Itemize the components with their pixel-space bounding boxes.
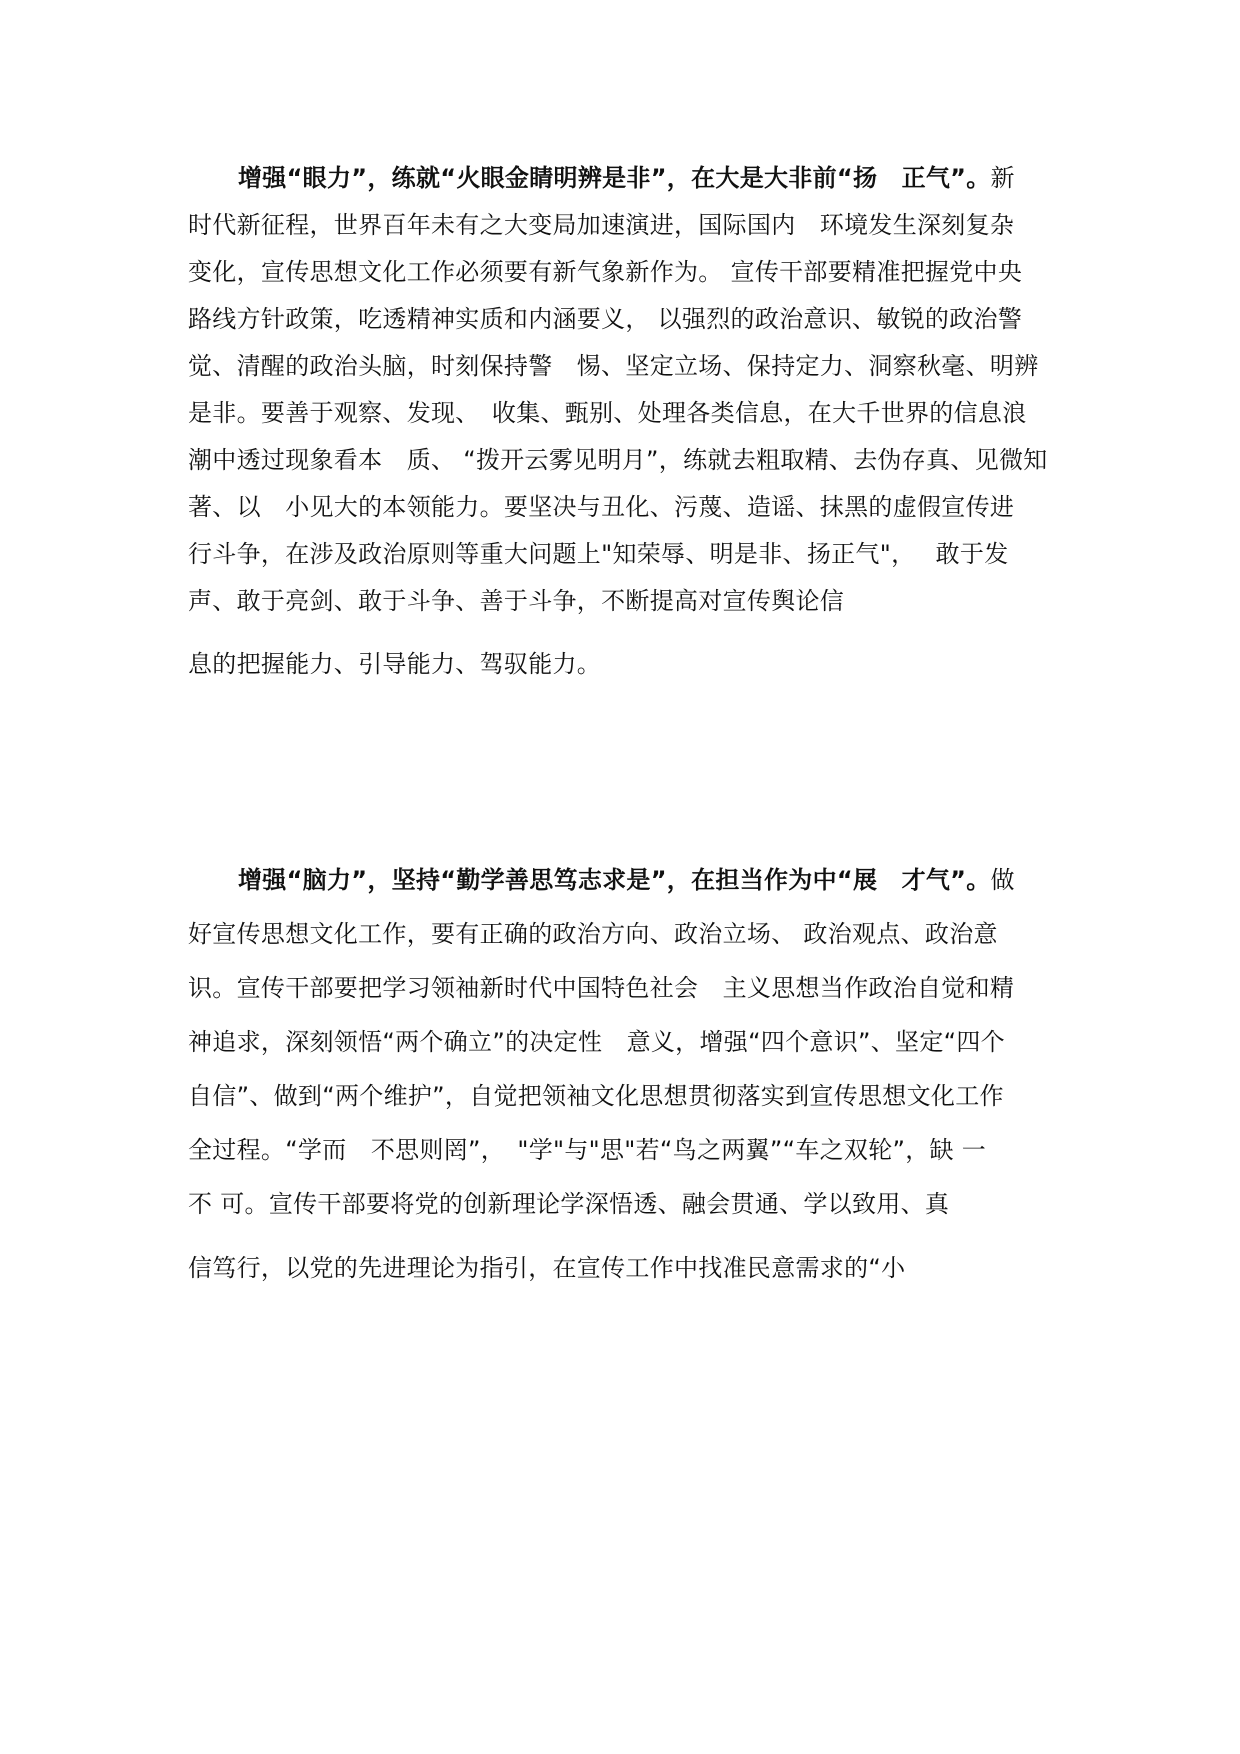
paragraph-2-first-line	[238, 864, 1015, 896]
paragraph-2-line: 信笃行，以党的先进理论为指引，在宣传工作中找准民意需求的“小	[188, 1254, 906, 1282]
paragraph-2-line: 不 可。宣传干部要将党的创新理论学深悟透、融会贯通、学以致用、真	[188, 1190, 950, 1218]
paragraph-2-line: 神追求，深刻领悟“两个确立”的决定性 意义，增强“四个意识”、坚定“四个	[188, 1028, 1005, 1056]
paragraph-1-line: 行斗争，在涉及政治原则等重大问题上"知荣辱、明是非、扬正气"， 敢于发	[188, 540, 1009, 568]
paragraph-1-line: 著、以 小见大的本领能力。要坚决与丑化、污蔑、造谣、抹黑的虚假宣传进	[188, 493, 1015, 521]
paragraph-1-heading: 增强“眼力”，练就“火眼金睛明辨是非”，在大是大非前“扬 正气”。	[238, 164, 991, 192]
paragraph-2-line: 全过程。“学而 不思则罔”， "学"与"思"若“鸟之两翼”“车之双轮”，缺 一	[188, 1136, 987, 1164]
paragraph-2-text: 做	[990, 866, 1015, 894]
paragraph-2-line: 自信”、做到“两个维护”，自觉把领袖文化思想贯彻落实到宣传思想文化工作	[188, 1082, 1004, 1110]
paragraph-2-line: 识。宣传干部要把学习领袖新时代中国特色社会 主义思想当作政治自觉和精	[188, 974, 1015, 1002]
paragraph-1-line: 潮中透过现象看本 质、 “拨开云雾见明月”，练就去粗取精、去伪存真、见微知	[188, 446, 1048, 474]
paragraph-1-first-line	[238, 162, 1015, 194]
paragraph-1-line: 路线方针政策，吃透精神实质和内涵要义， 以强烈的政治意识、敏锐的政治警	[188, 305, 1023, 333]
paragraph-1-line: 是非。要善于观察、发现、 收集、甄别、处理各类信息，在大千世界的信息浪	[188, 399, 1027, 427]
paragraph-1-line: 息的把握能力、引导能力、驾驭能力。	[188, 650, 602, 678]
paragraph-1-line: 变化，宣传思想文化工作必须要有新气象新作为。 宣传干部要精准把握党中央	[188, 258, 1023, 286]
paragraph-1-line: 声、敢于亮剑、敢于斗争、善于斗争，不断提高对宣传舆论信	[188, 587, 845, 615]
paragraph-2-line: 好宣传思想文化工作，要有正确的政治方向、政治立场、 政治观点、政治意	[188, 920, 998, 948]
paragraph-1-text: 新	[990, 164, 1015, 192]
paragraph-2-heading: 增强“脑力”，坚持“勤学善思笃志求是”，在担当作为中“展 才气”。	[238, 866, 991, 894]
paragraph-1-line: 时代新征程，世界百年未有之大变局加速演进，国际国内 环境发生深刻复杂	[188, 211, 1015, 239]
paragraph-1-line: 觉、清醒的政治头脑，时刻保持警 惕、坚定立场、保持定力、洞察秋毫、明辨	[188, 352, 1039, 380]
